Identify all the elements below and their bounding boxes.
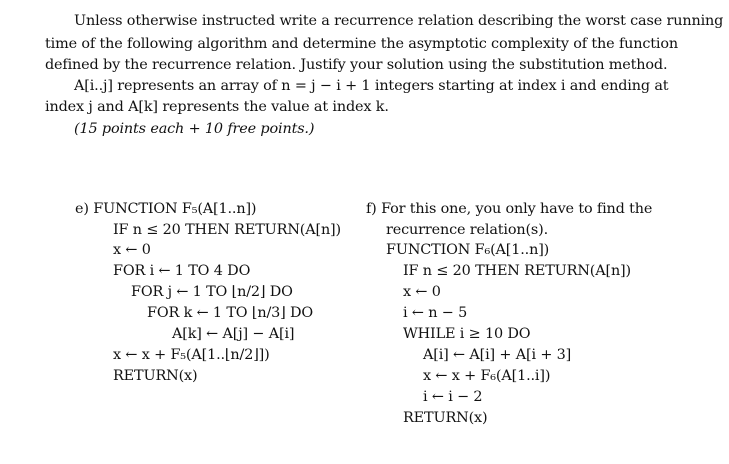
- problem-e-line: RETURN(x): [113, 368, 198, 384]
- problem-e-line: FOR j ← 1 TO ⌊n/2⌋ DO: [131, 284, 293, 300]
- problem-f-line: FUNCTION F₆(A[1..n]): [386, 242, 550, 258]
- problem-f-line: i ← i − 2: [423, 389, 483, 405]
- problem-f-line: IF n ≤ 20 THEN RETURN(A[n]): [403, 263, 631, 279]
- problem-f-line: x ← 0: [403, 284, 441, 300]
- intro-line-4: A[i..j] represents an array of n = j − i + 1 integers starting at index i and ending at: [74, 78, 669, 94]
- problem-f-header: f) For this one, you only have to find the: [366, 201, 653, 217]
- problem-e-line: FOR i ← 1 TO 4 DO: [113, 263, 251, 279]
- problem-f-line: recurrence relation(s).: [386, 222, 549, 238]
- problem-e-line: IF n ≤ 20 THEN RETURN(A[n]): [113, 222, 341, 238]
- problem-f-line: i ← n − 5: [403, 305, 468, 321]
- problem-f-line: x ← x + F₆(A[1..i]): [423, 368, 551, 384]
- problem-e-line: x ← x + F₅(A[1..⌊n/2⌋]): [113, 347, 270, 363]
- problem-e-line: FOR k ← 1 TO ⌊n/3⌋ DO: [147, 305, 314, 321]
- intro-line-2: time of the following algorithm and determine the asymptotic complexity of the function: [45, 36, 678, 52]
- problem-f-line: RETURN(x): [403, 410, 488, 426]
- points-note: (15 points each + 10 free points.): [74, 121, 315, 137]
- problem-e-line: x ← 0: [113, 242, 151, 258]
- problem-f-line: A[i] ← A[i] + A[i + 3]: [423, 347, 572, 363]
- intro-line-3: defined by the recurrence relation. Justify your solution using the substitution method.: [45, 57, 668, 73]
- intro-line-5: index j and A[k] represents the value at index k.: [45, 99, 389, 115]
- intro-line-1: Unless otherwise instructed write a recurrence relation describing the worst case running: [74, 13, 724, 29]
- problem-e-line: A[k] ← A[j] − A[i]: [172, 326, 295, 342]
- problem-f-line: WHILE i ≥ 10 DO: [403, 326, 531, 342]
- problem-e-header: e) FUNCTION F₅(A[1..n]): [75, 201, 257, 217]
